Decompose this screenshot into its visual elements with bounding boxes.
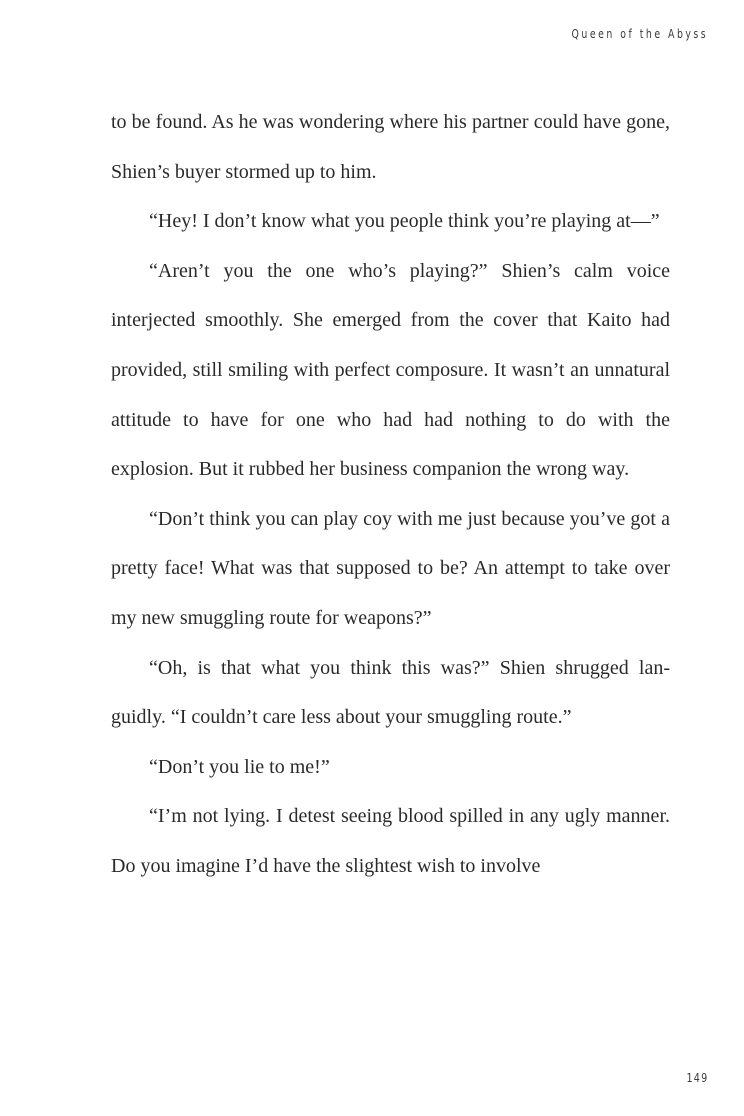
paragraph: “Don’t think you can play coy with me just because you’ve got a pretty face! What was that supposed to be? An attempt to take over my new smuggling route for weapons?” [111,507,670,629]
running-head-title: Queen of the Abyss [571,27,708,41]
paragraph-continued: to be found. As he was wondering where his partner could have gone, Shien’s buyer stormed up to him. [111,111,670,183]
paragraph: “I’m not lying. I detest seeing blood spilled in any ugly manner. Do you imagine I’d have the slightest wish to involve [111,805,670,877]
paragraph: “Don’t you lie to me!” [149,755,330,778]
page-body [111,98,670,892]
paragraph: “Aren’t you the one who’s playing?” Shien’s calm voice interjected smoothly. She emerged from the cover that Kaito had provided, still smiling with perfect composure. It wasn’t an unnatural attitude to have for one who had had nothing to do with the explosion. But it rubbed her business companion the wrong way. [111,259,670,481]
paragraph: “Oh, is that what you think this was?” Shien shrugged lan-guidly. “I couldn’t care less about your smuggling route.” [111,656,670,729]
paragraph: “Hey! I don’t know what you people think you’re playing at—” [149,210,660,233]
page-number: 149 [686,1071,708,1085]
